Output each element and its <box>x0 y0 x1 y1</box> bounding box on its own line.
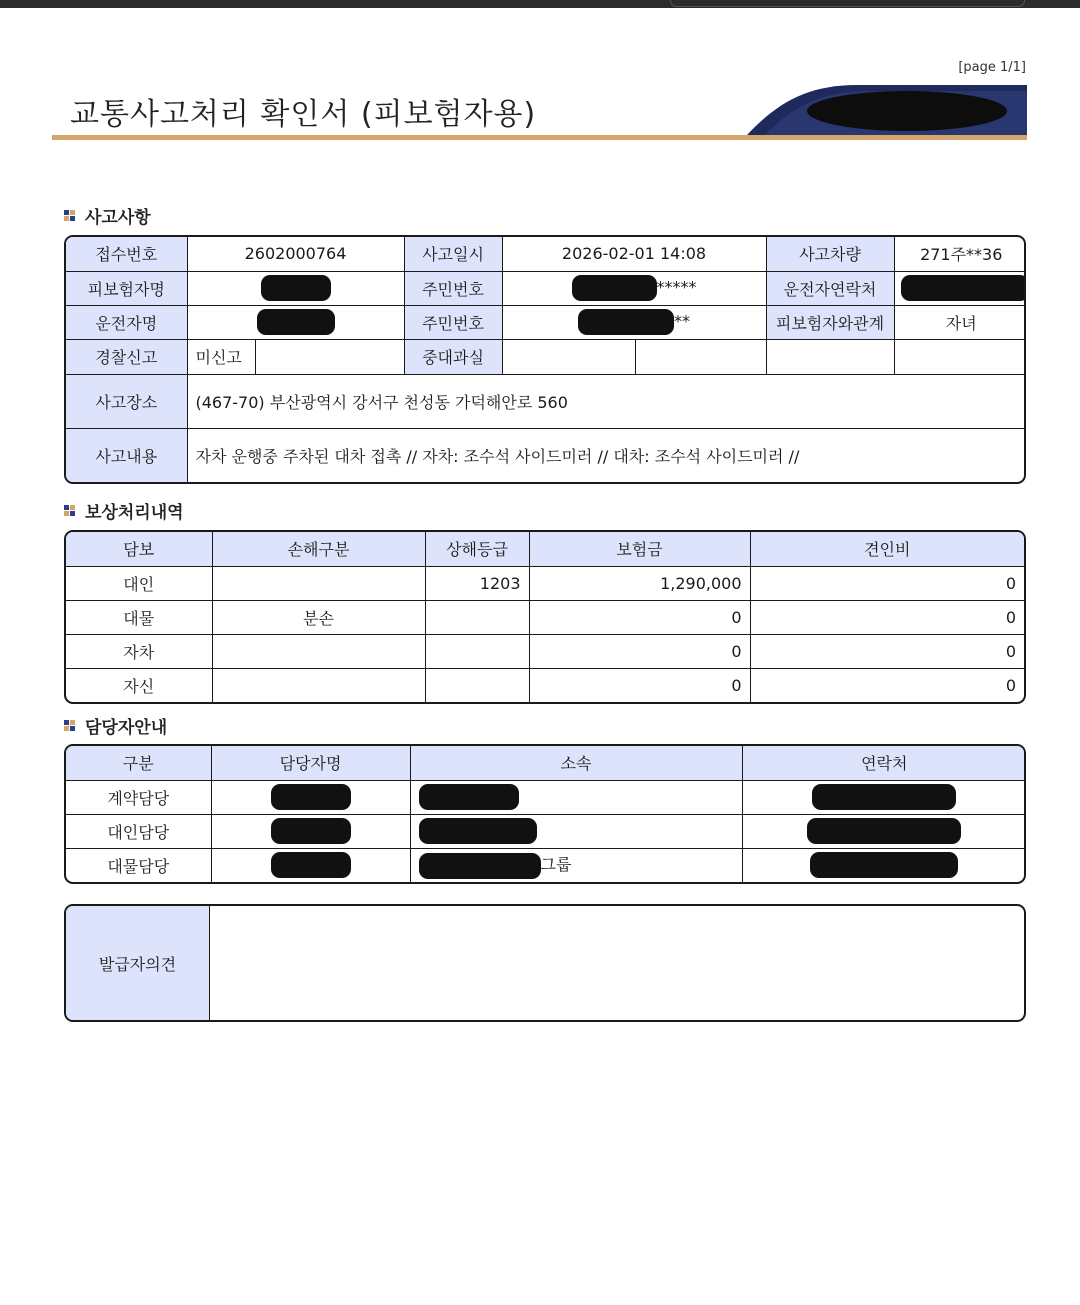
table-row <box>66 668 1024 702</box>
browser-address-pill <box>670 0 1025 7</box>
cell-coverage: 대물 <box>66 600 212 634</box>
value-driver-name <box>187 305 404 339</box>
redaction-mark <box>271 818 351 844</box>
label-police-report: 경찰신고 <box>66 339 187 374</box>
value-relation: 자녀 <box>894 305 1026 339</box>
section-heading-text: 보상처리내역 <box>85 503 184 523</box>
cell-coverage: 자차 <box>66 634 212 668</box>
cell-damage: 분손 <box>212 600 425 634</box>
section-heading-compensation <box>64 498 184 523</box>
table-row <box>66 271 1026 305</box>
table-row <box>66 634 1024 668</box>
value-driver-resident-no <box>502 305 766 339</box>
table-header-row <box>66 746 1026 780</box>
redaction-mark <box>271 852 351 878</box>
redaction-mark <box>261 275 331 301</box>
cell-contact-type: 대인담당 <box>66 814 211 848</box>
column-header: 상해등급 <box>425 532 529 566</box>
column-header: 보험금 <box>529 532 750 566</box>
cell-contact-name <box>211 814 410 848</box>
cell-damage <box>212 668 425 702</box>
title-underline <box>52 135 1027 140</box>
section-bullet-icon <box>64 505 75 516</box>
value-major-fault-4 <box>894 339 1026 374</box>
cell-towing: 0 <box>750 566 1024 600</box>
cell-coverage: 자신 <box>66 668 212 702</box>
label-insured-name: 피보험자명 <box>66 271 187 305</box>
section-heading-contacts <box>64 713 167 738</box>
section-bullet-icon <box>64 210 75 221</box>
value-police-report: 미신고 <box>188 340 256 374</box>
label-accident-datetime: 사고일시 <box>404 237 502 271</box>
table-row <box>66 566 1024 600</box>
value-major-fault-3 <box>766 339 894 374</box>
value-police-report-cell <box>187 339 404 374</box>
section-bullet-icon <box>64 720 75 731</box>
column-header: 견인비 <box>750 532 1024 566</box>
issuer-opinion-box <box>64 904 1026 1022</box>
cell-contact-name <box>211 848 410 882</box>
section-heading-text: 사고사항 <box>85 208 151 228</box>
redaction-mark <box>419 784 519 810</box>
cell-contact-affiliation <box>410 814 742 848</box>
column-header: 담당자명 <box>211 746 410 780</box>
table-row <box>66 428 1026 482</box>
redaction-mark <box>810 852 958 878</box>
column-header: 연락처 <box>742 746 1026 780</box>
cell-contact-phone <box>742 780 1026 814</box>
value-description: 자차 운행중 주차된 대차 접촉 // 자차: 조수석 사이드미러 // 대차: 조수석 사이드미러 // <box>187 428 1026 482</box>
compensation-table <box>64 530 1026 704</box>
cell-grade: 1203 <box>425 566 529 600</box>
cell-coverage: 대인 <box>66 566 212 600</box>
label-receipt-no: 접수번호 <box>66 237 187 271</box>
label-driver-name: 운전자명 <box>66 305 187 339</box>
brand-banner <box>747 83 1027 135</box>
redaction-mark <box>419 818 537 844</box>
document-header <box>52 83 1027 140</box>
value-accident-datetime: 2026-02-01 14:08 <box>502 237 766 271</box>
cell-contact-phone <box>742 814 1026 848</box>
table-row <box>66 848 1026 882</box>
cell-amount: 0 <box>529 600 750 634</box>
redaction-mark <box>572 275 657 301</box>
label-resident-no: 주민번호 <box>404 305 502 339</box>
label-major-fault: 중대과실 <box>404 339 502 374</box>
value-major-fault-2 <box>635 339 766 374</box>
label-description: 사고내용 <box>66 428 187 482</box>
value-police-report-detail <box>256 340 404 374</box>
label-driver-contact: 운전자연락처 <box>766 271 894 305</box>
cell-damage <box>212 634 425 668</box>
cell-towing: 0 <box>750 668 1024 702</box>
cell-amount: 0 <box>529 668 750 702</box>
value-insured-resident-no <box>502 271 766 305</box>
redaction-mark <box>271 784 351 810</box>
cell-towing: 0 <box>750 600 1024 634</box>
cell-contact-type: 대물담당 <box>66 848 211 882</box>
cell-grade <box>425 634 529 668</box>
table-row <box>66 814 1026 848</box>
cell-grade <box>425 668 529 702</box>
browser-top-bar <box>0 0 1080 8</box>
resident-no-mask: ** <box>674 311 690 331</box>
table-row <box>66 339 1026 374</box>
page-indicator: [page 1/1] <box>958 60 1026 75</box>
column-header: 손해구분 <box>212 532 425 566</box>
section-heading-text: 담당자안내 <box>85 718 168 738</box>
redaction-mark <box>812 784 956 810</box>
column-header: 소속 <box>410 746 742 780</box>
value-location: (467-70) 부산광역시 강서구 천성동 가덕해안로 560 <box>187 374 1026 428</box>
affiliation-suffix: 그룹 <box>540 855 572 874</box>
cell-contact-affiliation <box>410 780 742 814</box>
value-accident-vehicle: 271주**36 <box>894 237 1026 271</box>
cell-contact-phone <box>742 848 1026 882</box>
cell-towing: 0 <box>750 634 1024 668</box>
cell-contact-name <box>211 780 410 814</box>
table-row <box>66 374 1026 428</box>
redaction-mark <box>901 275 1027 301</box>
value-receipt-no: 2602000764 <box>187 237 404 271</box>
cell-amount: 1,290,000 <box>529 566 750 600</box>
label-location: 사고장소 <box>66 374 187 428</box>
table-row <box>66 305 1026 339</box>
value-insured-name <box>187 271 404 305</box>
issuer-opinion-label: 발급자의견 <box>66 906 210 1020</box>
column-header: 담보 <box>66 532 212 566</box>
issuer-opinion-text <box>210 906 1024 1020</box>
cell-contact-type: 계약담당 <box>66 780 211 814</box>
redaction-mark <box>578 309 674 335</box>
accident-table <box>64 235 1026 484</box>
table-row <box>66 780 1026 814</box>
contacts-table <box>64 744 1026 884</box>
resident-no-mask: ***** <box>656 277 697 297</box>
redaction-mark <box>807 818 961 844</box>
table-row <box>66 600 1024 634</box>
redaction-mark <box>419 853 541 879</box>
section-heading-accident <box>64 203 151 228</box>
column-header: 구분 <box>66 746 211 780</box>
value-driver-contact <box>894 271 1026 305</box>
table-header-row <box>66 532 1024 566</box>
cell-damage <box>212 566 425 600</box>
table-row <box>66 237 1026 271</box>
value-major-fault-1 <box>502 339 635 374</box>
label-relation: 피보험자와관계 <box>766 305 894 339</box>
cell-grade <box>425 600 529 634</box>
cell-contact-affiliation <box>410 848 742 882</box>
redaction-mark <box>257 309 335 335</box>
label-resident-no: 주민번호 <box>404 271 502 305</box>
cell-amount: 0 <box>529 634 750 668</box>
label-accident-vehicle: 사고차량 <box>766 237 894 271</box>
document-title: 교통사고처리 확인서 (피보험자용) <box>70 97 537 132</box>
